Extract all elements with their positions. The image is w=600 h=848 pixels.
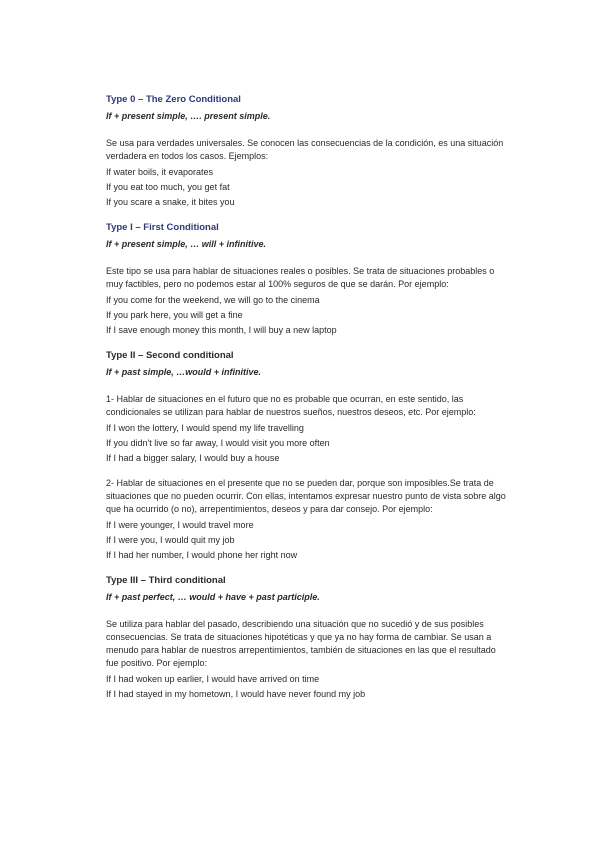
type0-section: [106, 93, 508, 209]
type2-part1-description: 1- Hablar de situaciones en el futuro que no es probable que ocurran, en este sentido, las condicionales se utilizan para hablar de nuestros sueños, nuestros deseos, etc. Por ejemplo:: [106, 394, 476, 417]
type0-example-2: If you eat too much, you get fat: [106, 182, 230, 192]
type2-part2-example-2: If I were you, I would quit my job: [106, 535, 235, 545]
type2-part2-example-1: If I were younger, I would travel more: [106, 520, 254, 530]
type0-example-3: If you scare a snake, it bites you: [106, 197, 235, 207]
type3-description: Se utiliza para hablar del pasado, describiendo una situación que no sucedió y de sus posibles consecuencias. Se trata de situaciones hipotéticas y que ya no hay forma de cambiar. Se usan a menudo para hablar de nuestros arrepentimientos, también de situaciones en las que el resultado fue positivo. Por ejemplo:: [106, 619, 496, 668]
type3-title: Type III – Third conditional: [106, 575, 226, 586]
type1-example-1: If you come for the weekend, we will go to the cinema: [106, 295, 320, 305]
type2-part2-example-3: If I had her number, I would phone her right now: [106, 550, 298, 560]
type2-formula: If + past simple, …would + infinitive.: [106, 367, 262, 377]
type0-description: Se usa para verdades universales. Se conocen las consecuencias de la condición, es una situación verdadera en todos los casos. Ejemplos:: [106, 138, 504, 161]
type3-example-1: If I had woken up earlier, I would have arrived on time: [106, 674, 320, 684]
type3-example-2: If I had stayed in my hometown, I would have never found my job: [106, 689, 366, 699]
type1-description: Este tipo se usa para hablar de situaciones reales o posibles. Se trata de situaciones probables o muy factibles, pero no podemos estar al 100% seguros de que se darán. Por ejemplo:: [106, 266, 495, 289]
document-content: [106, 93, 508, 713]
type1-title: Type I – First Conditional: [106, 222, 219, 233]
type1-example-3: If I save enough money this month, I will buy a new laptop: [106, 325, 337, 335]
type0-title: Type 0 – The Zero Conditional: [106, 94, 241, 105]
type0-formula: If + present simple, …. present simple.: [106, 111, 271, 121]
type2-title: Type II – Second conditional: [106, 350, 234, 361]
type2-part2-description: 2- Hablar de situaciones en el presente que no se pueden dar, porque son imposibles.Se trata de situaciones que no pueden ocurrir. Con ellas, intentamos expresar nuestro punto de vista sobre algo que ha ocurrido (o no), arrepentimientos, deseos y para dar consejo. Por ejemplo:: [106, 478, 506, 514]
type1-section: [106, 221, 508, 337]
type2-section: [106, 349, 508, 562]
type0-example-1: If water boils, it evaporates: [106, 167, 214, 177]
type2-part1-example-1: If I won the lottery, I would spend my life travelling: [106, 423, 304, 433]
type3-section: [106, 574, 508, 701]
type2-part1-example-3: If I had a bigger salary, I would buy a house: [106, 453, 280, 463]
type3-formula: If + past perfect, … would + have + past participle.: [106, 592, 320, 602]
type1-example-2: If you park here, you will get a fine: [106, 310, 243, 320]
type1-formula: If + present simple, … will + infinitive.: [106, 239, 267, 249]
type2-part1-example-2: If you didn't live so far away, I would visit you more often: [106, 438, 330, 448]
